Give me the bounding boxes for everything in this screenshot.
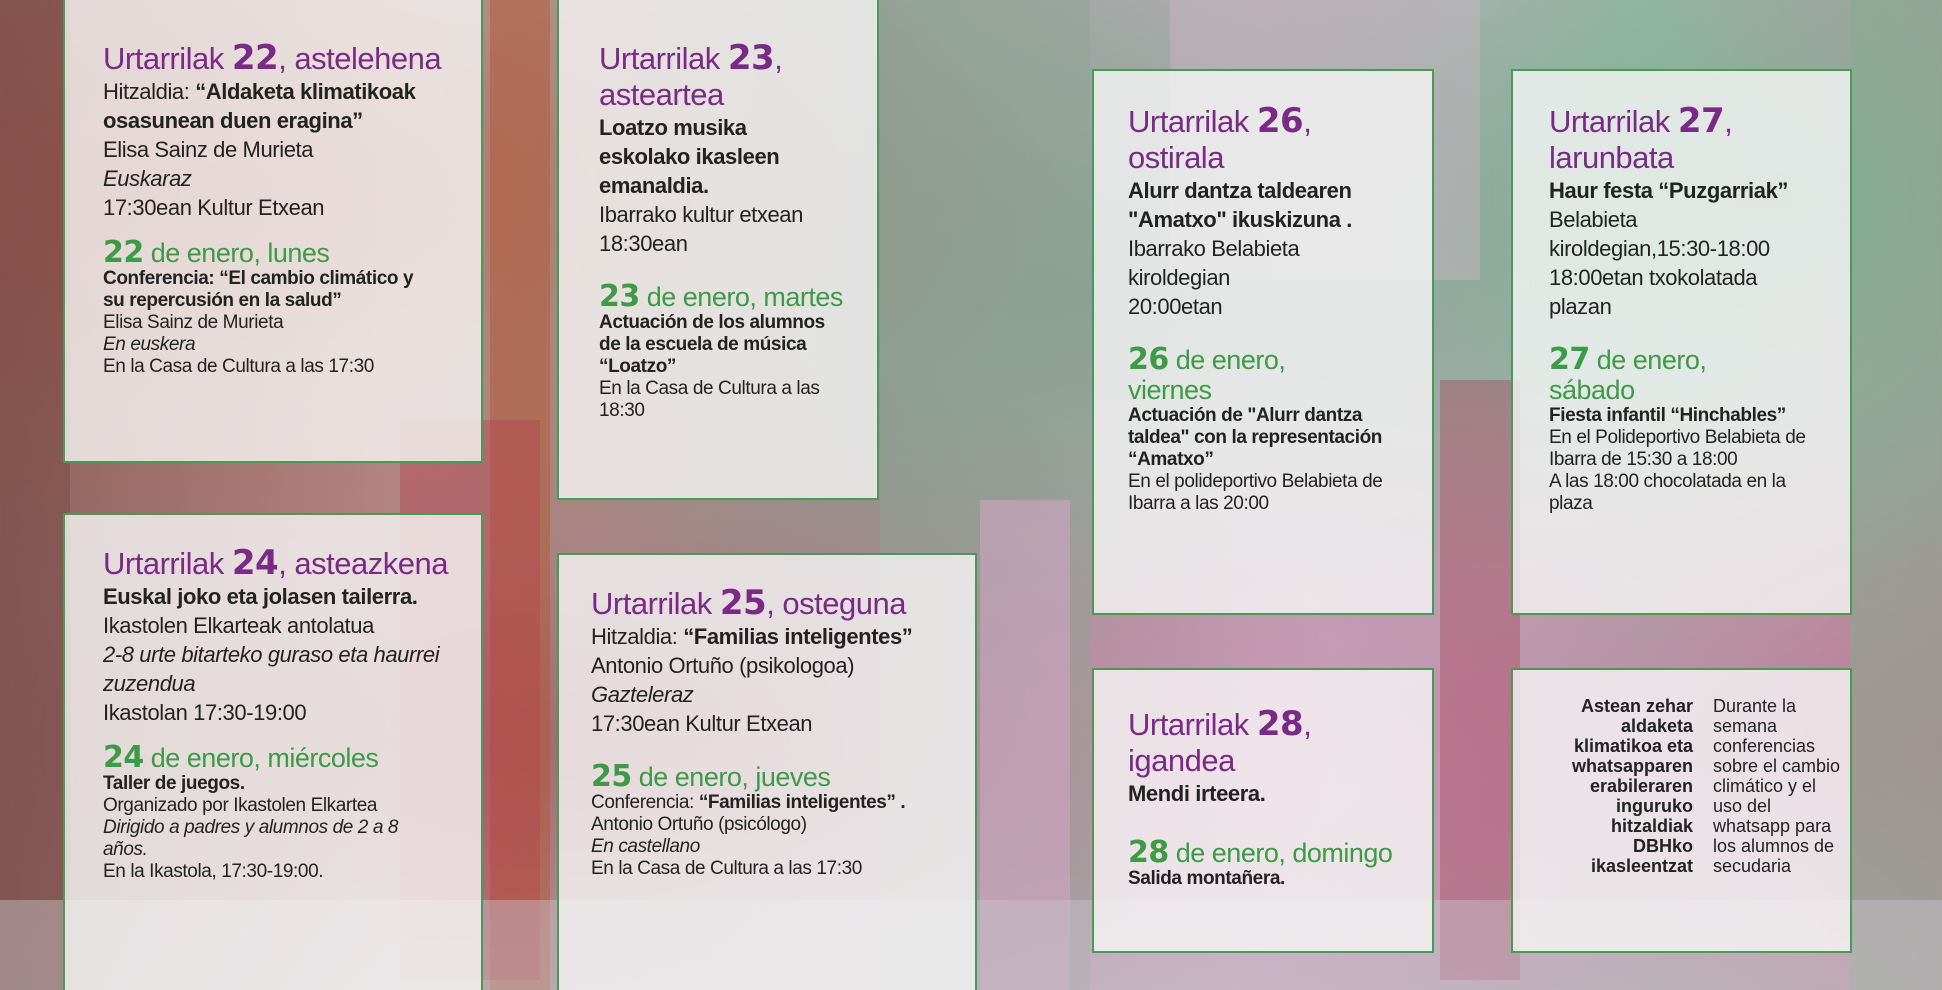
note-line: whatsapp para [1713,816,1832,836]
note-line: aldaketa [1620,716,1693,736]
month-label: Urtarrilak [591,586,712,621]
event-text: Conferencia: [591,792,699,813]
place-time: kiroldegian,15:30-18:00 [1549,236,1770,261]
weekday-label: , [1724,104,1733,139]
place-time: En la Casa de Cultura a las [599,378,820,399]
note-line: los alumnos de [1713,836,1835,856]
time: 18:30 [599,400,645,421]
weekday-label: de enero, [1168,345,1286,375]
day-number: 28 [1256,704,1304,744]
time-place: Ikastolan 17:30-19:00 [103,700,307,725]
weekday-label: igandea [1128,743,1235,778]
es-date-heading [1128,342,1432,377]
note-line: uso del [1713,796,1772,816]
place: Ibarrako kultur etxean [599,202,803,227]
event-title-cont: "Amatxo" ikuskizuna . [1128,207,1352,232]
weekday-label: larunbata [1549,140,1674,175]
es-date-heading [591,759,975,794]
weekday-label: , [1303,707,1312,742]
event-card-jan-26 [1092,69,1434,615]
es-date-heading [1549,342,1850,377]
note-line: Astean zehar [1580,696,1693,716]
es-date-heading [103,740,481,775]
event-text: Hitzaldia: [591,624,684,649]
day-number: 27 [1549,342,1590,377]
weekday-label: ostirala [1128,140,1224,175]
time-place: 17:30ean Kultur Etxean [591,711,813,736]
event-card-jan-28 [1092,668,1434,953]
place: Ibarrako Belabieta [1128,236,1300,261]
weekday-label: , [1303,104,1312,139]
event-title: Haur festa “Puzgarriak” [1549,178,1788,203]
event-title-cont: eskolako ikasleen [599,144,780,169]
weekday-label: viernes [1128,375,1212,405]
month-label: Urtarrilak [1128,104,1249,139]
es-date-heading [1128,835,1432,870]
day-number: 27 [1677,101,1725,141]
weekday-label: de enero, lunes [143,238,330,268]
note-line: climático y el [1713,776,1817,796]
event-title-cont: taldea" con la representación [1128,427,1383,448]
note-line: conferencias [1713,736,1816,756]
speaker: Antonio Ortuño (psikologoa) [591,653,855,678]
note-line: inguruko [1616,796,1693,816]
time-place: 17:30ean Kultur Etxean [103,195,325,220]
day-number: 23 [599,279,640,314]
weekday-label: de enero, domingo [1168,838,1393,868]
day-number: 24 [103,740,144,775]
audience: 2-8 urte bitarteko guraso eta haurrei [103,642,440,667]
time-place: En la Casa de Cultura a las 17:30 [591,858,862,879]
event-title: Conferencia: “El cambio climático y [103,268,414,289]
note-line: whatsapparen [1571,756,1693,776]
organizer: Ikastolen Elkarteak antolatua [103,613,374,638]
day-number: 26 [1128,342,1169,377]
event-title: “Aldaketa klimatikoak [195,79,416,104]
weekday-label: de enero, miércoles [143,743,379,773]
event-title: Actuación de los alumnos [599,312,825,333]
weekday-label: , osteguna [766,586,906,621]
eu-date-heading [1549,103,1850,140]
day-number: 24 [231,543,279,583]
event-card-jan-27 [1511,69,1852,615]
event-title-cont: emanaldia. [599,173,709,198]
note-line: erabileraren [1589,776,1693,796]
place-cont: kiroldegian [1128,265,1231,290]
weekday-label: , [774,41,783,76]
eu-date-heading [599,40,877,77]
event-title: Taller de juegos. [103,773,245,794]
audience-cont: zuzendua [103,671,196,696]
extra-event-cont: plaza [1549,493,1593,514]
es-date-heading [599,279,877,314]
organizer: Organizado por Ikastolen Elkartea [103,795,378,816]
language: Gazteleraz [591,682,694,707]
day-number: 25 [719,583,767,623]
audience: Dirigido a padres y alumnos de 2 a 8 [103,817,399,838]
event-text: Hitzaldia: [103,79,196,104]
note-line: klimatikoa eta [1573,736,1693,756]
day-number: 22 [231,38,279,78]
place-time: Ibarra a las 20:00 [1128,493,1269,514]
eu-date-heading [103,545,481,582]
event-card-jan-25 [557,553,977,990]
note-line: DBHko [1632,836,1693,856]
speaker: Elisa Sainz de Murieta [103,137,314,162]
day-number: 26 [1256,101,1304,141]
event-card-jan-23 [557,0,879,500]
speaker: Antonio Ortuño (psicólogo) [591,814,807,835]
event-title-cont: su repercusión en la salud” [103,290,342,311]
note-basque [1523,696,1693,876]
time: 20:00etan [1128,294,1223,319]
day-number: 28 [1128,835,1169,870]
event-title-cont: “Loatzo” [599,356,677,377]
note-line: ikasleentzat [1590,856,1693,876]
weekday-label: , astelehena [278,41,442,76]
place: En el polideportivo Belabieta de [1128,471,1383,492]
event-card-jan-24 [63,513,483,990]
event-title: Alurr dantza taldearen [1128,178,1352,203]
day-number: 25 [591,759,632,794]
event-title: Mendi irteera. [1128,781,1266,806]
event-title: “Familias inteligentes” [683,624,913,649]
weekly-note-card [1511,668,1852,953]
event-title-cont: de la escuela de música [599,334,807,355]
language: Euskaraz [103,166,192,191]
note-line: hitzaldiak [1610,816,1693,836]
time-place: En la Casa de Cultura a las 17:30 [103,356,374,377]
weekday-label: de enero, [1589,345,1707,375]
note-line: semana [1713,716,1778,736]
event-title: Loatzo musika [599,115,747,140]
speaker: Elisa Sainz de Murieta [103,312,284,333]
event-title-cont: “Amatxo” [1128,449,1214,470]
note-line: sobre el cambio [1713,756,1841,776]
es-date-heading [103,235,481,270]
eu-date-heading [1128,103,1432,140]
event-title: Fiesta infantil “Hinchables” [1549,405,1786,426]
month-label: Urtarrilak [1549,104,1670,139]
note-line: Durante la [1713,696,1797,716]
eu-date-heading [591,585,975,622]
weekday-label: asteartea [599,77,724,112]
event-title: Euskal joko eta jolasen tailerra. [103,584,418,609]
language: En castellano [591,836,700,857]
language: En euskera [103,334,196,355]
time: 18:30ean [599,231,688,256]
event-title: Salida montañera. [1128,868,1285,889]
note-columns [1523,696,1850,876]
month-label: Urtarrilak [103,41,224,76]
month-label: Urtarrilak [1128,707,1249,742]
eu-date-heading [103,40,481,77]
place: Belabieta [1549,207,1638,232]
event-title: “Familias inteligentes” . [698,792,906,813]
day-number: 22 [103,235,144,270]
extra-event-cont: plazan [1549,294,1612,319]
month-label: Urtarrilak [103,546,224,581]
event-title-cont: osasunean duen eragina” [103,108,363,133]
event-title: Actuación de "Alurr dantza [1128,405,1363,426]
audience-cont: años. [103,839,148,860]
eu-date-heading [1128,706,1432,743]
extra-event: A las 18:00 chocolatada en la [1549,471,1786,492]
weekday-label: sábado [1549,375,1635,405]
weekday-label: de enero, martes [639,282,843,312]
event-card-jan-22 [63,0,483,463]
month-label: Urtarrilak [599,41,720,76]
time-place: En la Ikastola, 17:30-19:00. [103,861,324,882]
weekday-label: , asteazkena [278,546,448,581]
note-line: secudaria [1713,856,1792,876]
day-number: 23 [727,38,775,78]
weekday-label: de enero, jueves [631,762,831,792]
note-spanish [1713,696,1848,876]
place: En el Polideportivo Belabieta de [1549,427,1806,448]
extra-event: 18:00etan txokolatada [1549,265,1758,290]
place-time: Ibarra de 15:30 a 18:00 [1549,449,1738,470]
